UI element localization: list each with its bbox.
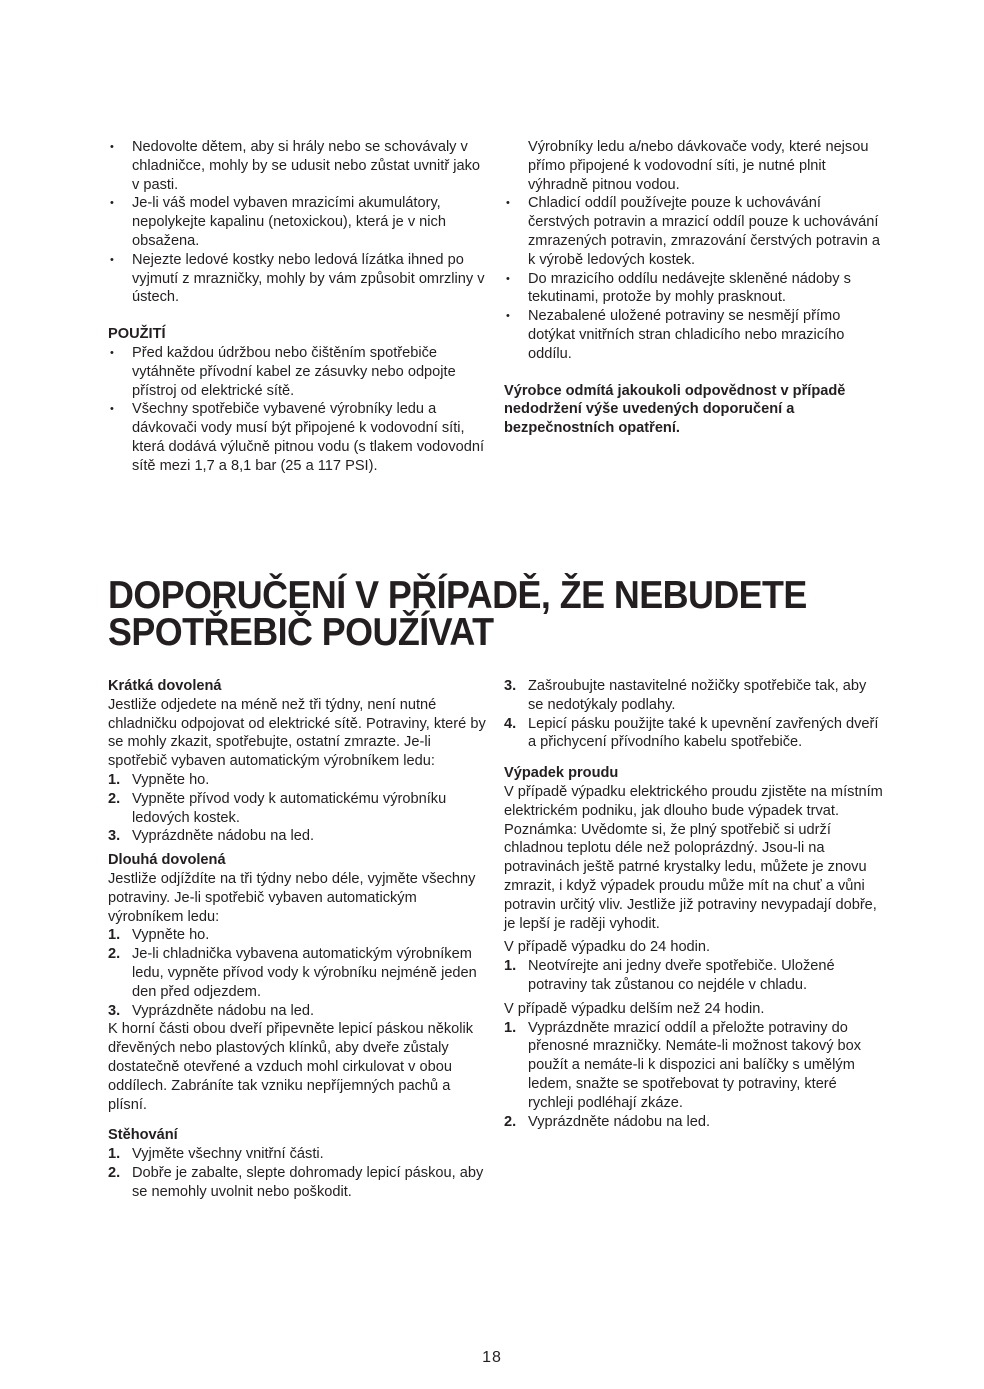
bullet-text: Nezabalené uložené potraviny se nesmějí přímo dotýkat vnitřních stran chladicího nebo mrazicího oddílu. [528,308,845,362]
step-number: 1. [108,771,121,788]
step-text: Lepicí pásku použijte také k upevnění zavřených dveří a přichycení přívodního kabelu spotřebiče. [528,715,879,751]
step-text: Vyjměte všechny vnitřní části. [132,1146,324,1163]
bullet-item [108,251,488,307]
step-number: 3. [108,828,121,845]
step-number: 3. [504,678,517,694]
pouziti-heading: POUŽITÍ [108,326,166,343]
bullet-text: Do mrazicího oddílu nedávejte skleněné nádoby s tekutinami, protože by mohly prasknout. [528,270,851,306]
vypadek-intro: V případě výpadku elektrického proudu zjistěte na místním elektrickém podniku, jak dlouho bude výpadek trvat. Poznámka: Uvědomte si, že plný spotřebič si udrží chladnou teplotu déle než poloprázdný. Jsou-li na potravinách ještě patrné krystalky ledu, můžete je znovu zmrazit, i když výpadek proudu může mít na chuť a vůni potravin určitý vliv. Jestliže již potraviny nevypadají dobře, je lepší je raději vyhodit. [504,783,883,932]
bottom-right-column [504,677,884,1131]
step-text: Vypněte přívod vody k automatickému výrobníku ledových kostek. [132,790,447,826]
bullet-text: Před každou údržbou nebo čištěním spotřebiče vytáhněte přívodní kabel ze zásuvky nebo odpojte přístroj od elektrické sítě. [132,344,456,399]
continuation-text: Výrobníky ledu a/nebo dávkovače vody, které nejsou přímo připojené k vodovodní síti, je nutné plnit výhradně pitnou vodou. [528,139,869,193]
numbered-item [108,1145,488,1164]
disclaimer: Výrobce odmítá jakoukoli odpovědnost v případě nedodržení výše uvedených doporučení a bezpečnostních opatření. [504,382,846,437]
bullet-icon: • [110,346,114,359]
step-number: 1. [504,958,517,975]
numbered-item [504,1113,884,1132]
numbered-item [108,827,488,846]
bullet-text: Chladicí oddíl používejte pouze k uchovávání čerstvých potravin a mrazicí oddíl pouze k uchovávání zmrazených potravin, zmrazování čerstvých potravin a k výrobě ledových kostek. [528,195,881,268]
step-number: 3. [108,1002,121,1019]
kratka-intro: Jestliže odjedete na méně než tři týdny, není nutné chladničku odpojovat od elektrické sítě. Potraviny, které by se mohly zkazit, spotřebujte, ostatní zmrazte. Je-li spotřebič vybaven automatickým výrobníkem ledu: [108,696,486,770]
bullet-item [108,194,488,250]
step-number: 2. [108,946,121,963]
step-text: Vyprázdněte mrazicí oddíl a přeložte potraviny do přenosné mrazničky. Nemáte-li možnost takový box použít a nemáte-li k dispozici ani balíčky s umělým ledem, snažte se spotřebovat ty potraviny, které rychleji podléhají zkáze. [528,1019,862,1111]
section-title-line-1: DOPORUČENÍ V PŘÍPADĚ, ŽE NEBUDETE [108,574,807,617]
step-number: 2. [108,1164,121,1181]
bullet-icon: • [506,310,510,323]
step-number: 2. [108,790,121,807]
bullet-text: Nejezte ledové kostky nebo ledová lízátka ihned po vyjmutí z mrazničky, mohly by vám způsobit omrzliny v ústech. [132,251,485,306]
step-number: 4. [504,715,517,732]
bullet-item [504,307,884,363]
numbered-item [504,1019,884,1113]
numbered-item [504,677,884,715]
bullet-item [108,138,488,194]
bullet-text: Nedovolte dětem, aby si hrály nebo se schovávaly v chladničce, mohly by se udusit nebo zůstat uvnitř jako v pasti. [132,139,481,193]
top-right-column [504,138,884,438]
numbered-item [504,715,884,753]
step-text: Vypněte ho. [132,927,210,944]
bottom-left-column [108,677,488,1202]
numbered-item [108,771,488,790]
numbered-item [108,790,488,828]
step-text: Zašroubujte nastavitelné nožičky spotřebiče tak, aby se nedotýkaly podlahy. [528,678,867,713]
step-text: Je-li chladnička vybavena automatickým výrobníkem ledu, vypněte přívod vody k výrobníku nejméně jeden den před odjezdem. [132,946,477,1000]
step-number: 1. [504,1019,517,1036]
bullet-icon: • [110,141,114,153]
bullet-item [108,400,488,475]
step-number: 2. [504,1113,517,1130]
numbered-item [108,945,488,1001]
stehovani-heading: Stěhování [108,1127,178,1144]
bullet-text: Je-li váš model vybaven mrazicími akumulátory, nepolykejte kapalinu (netoxickou), která je v nich obsažena. [132,195,446,249]
step-text: Vyprázdněte nádobu na led. [528,1113,711,1130]
bullet-item [108,344,488,400]
step-number: 1. [108,1146,121,1163]
bullet-item [504,270,884,308]
dlouha-intro: Jestliže odjíždíte na tři týdny nebo déle, vyjměte všechny potraviny. Je-li spotřebič vybaven automatickým výrobníkem ledu: [108,870,476,925]
vypadek-heading: Výpadek proudu [504,765,619,782]
step-text: Dobře je zabalte, slepte dohromady lepicí páskou, aby se nemohly uvolnit nebo poškodit. [132,1164,484,1200]
section-title-line-2: SPOTŘEBIČ POUŽÍVAT [108,611,494,654]
numbered-item [504,957,884,995]
bullet-icon: • [506,197,510,210]
numbered-item [108,1002,488,1021]
kratka-heading: Krátká dovolená [108,678,222,694]
top-left-column [108,138,488,476]
step-text: Neotvírejte ani jedny dveře spotřebiče. Uložené potraviny tak zůstanou co nejdéle v chladu. [528,958,835,993]
bullet-icon: • [110,253,114,266]
dlouha-outro: K horní části obou dveří připevněte lepicí páskou několik dřevěných nebo plastových klínků, aby dveře zůstaly dostatečně otevřené a vzduch mohl cirkulovat v obou oddílech. Zabráníte tak vzniku nepříjemných pachů a plísní. [108,1021,474,1113]
vypadek-short-heading: V případě výpadku do 24 hodin. [504,939,711,956]
bullet-item [504,194,884,269]
bullet-text: Všechny spotřebiče vybavené výrobníky ledu a dávkovači vody musí být připojené k vodovodní síti, která dodává výlučně pitnou vodu (s tlakem vodovodní sítě mezi 1,7 a 8,1 bar (25 a 117 PSI). [132,401,485,474]
numbered-item [108,926,488,945]
step-text: Vyprázdněte nádobu na led. [132,1002,315,1019]
bullet-icon: • [506,272,510,285]
bullet-icon: • [110,403,114,416]
dlouha-heading: Dlouhá dovolená [108,852,226,869]
bullet-icon: • [110,197,114,210]
section-title [108,574,844,654]
numbered-item [108,1164,488,1202]
step-text: Vypněte ho. [132,771,210,788]
page-number: 18 [482,1349,502,1366]
step-number: 1. [108,927,121,944]
step-text: Vyprázdněte nádobu na led. [132,828,315,845]
vypadek-long-heading: V případě výpadku delším než 24 hodin. [504,1000,765,1017]
